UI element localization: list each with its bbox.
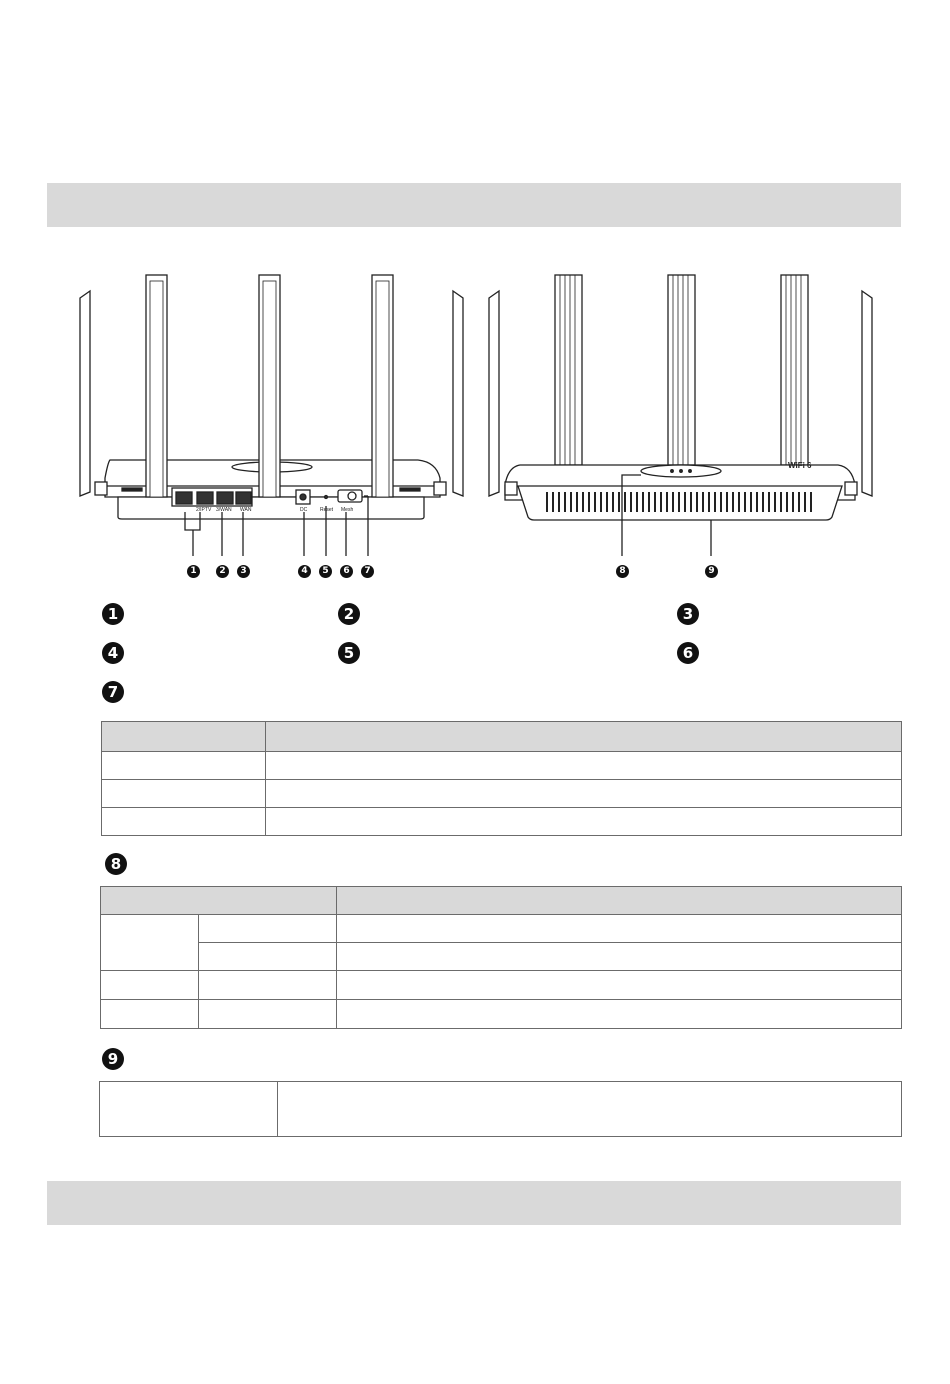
router-front-view bbox=[489, 275, 872, 556]
callout-6: 6 bbox=[340, 565, 353, 578]
table-cell bbox=[199, 971, 337, 1000]
table-row bbox=[101, 943, 902, 971]
table-cell bbox=[199, 943, 337, 971]
table-cell bbox=[101, 915, 199, 971]
legend-number-9: 9 bbox=[102, 1048, 124, 1070]
table-cell bbox=[102, 780, 266, 808]
callout-7: 7 bbox=[361, 565, 374, 578]
table-row bbox=[102, 752, 902, 780]
router-rear-view bbox=[80, 275, 463, 556]
callout-9: 9 bbox=[705, 565, 718, 578]
table-header-cell bbox=[102, 722, 266, 752]
legend-number-4: 4 bbox=[102, 642, 124, 664]
table-row bbox=[101, 915, 902, 943]
callout-2: 2 bbox=[216, 565, 229, 578]
table-cell bbox=[101, 1000, 199, 1029]
wifi-logo-text: WiFi 6 bbox=[788, 461, 812, 470]
table-cell bbox=[102, 752, 266, 780]
table-row bbox=[100, 1082, 902, 1137]
callout-1: 1 bbox=[187, 565, 200, 578]
table-row bbox=[102, 808, 902, 836]
legend-number-8: 8 bbox=[105, 853, 127, 875]
callout-3: 3 bbox=[237, 565, 250, 578]
port-label-dc: DC bbox=[300, 507, 308, 513]
table-item-9 bbox=[99, 1081, 902, 1137]
port-label-mesh: Mesh bbox=[341, 507, 354, 513]
table-cell bbox=[101, 971, 199, 1000]
legend-number-2: 2 bbox=[338, 603, 360, 625]
table-header-row bbox=[102, 722, 902, 752]
table-item-7 bbox=[101, 721, 902, 836]
port-label-wan: WAN bbox=[240, 507, 252, 513]
legend-number-3: 3 bbox=[677, 603, 699, 625]
router-illustration bbox=[0, 0, 950, 600]
table-cell bbox=[337, 1000, 902, 1029]
legend-number-7: 7 bbox=[102, 681, 124, 703]
table-cell bbox=[100, 1082, 278, 1137]
table-cell bbox=[266, 780, 902, 808]
port-label-iptv: 2/IPTV bbox=[196, 507, 212, 513]
port-label-reset: Reset bbox=[320, 507, 334, 513]
table-header-cell bbox=[266, 722, 902, 752]
callout-5: 5 bbox=[319, 565, 332, 578]
table-row bbox=[101, 1000, 902, 1029]
table-cell bbox=[199, 1000, 337, 1029]
table-row bbox=[102, 780, 902, 808]
port-label-wan2: 3/WAN bbox=[216, 507, 232, 513]
table-header-cell bbox=[337, 887, 902, 915]
table-cell bbox=[266, 808, 902, 836]
table-cell bbox=[337, 915, 902, 943]
table-cell bbox=[337, 971, 902, 1000]
table-cell bbox=[199, 915, 337, 943]
table-cell bbox=[337, 943, 902, 971]
section-header-bar-bottom bbox=[47, 1181, 901, 1225]
legend-number-1: 1 bbox=[102, 603, 124, 625]
legend-number-6: 6 bbox=[677, 642, 699, 664]
table-row bbox=[101, 971, 902, 1000]
callout-4: 4 bbox=[298, 565, 311, 578]
callout-8: 8 bbox=[616, 565, 629, 578]
table-header-cell bbox=[101, 887, 337, 915]
legend-number-5: 5 bbox=[338, 642, 360, 664]
table-cell bbox=[102, 808, 266, 836]
table-cell bbox=[278, 1082, 902, 1137]
table-cell bbox=[266, 752, 902, 780]
table-item-8 bbox=[100, 886, 902, 1029]
table-header-row bbox=[101, 887, 902, 915]
